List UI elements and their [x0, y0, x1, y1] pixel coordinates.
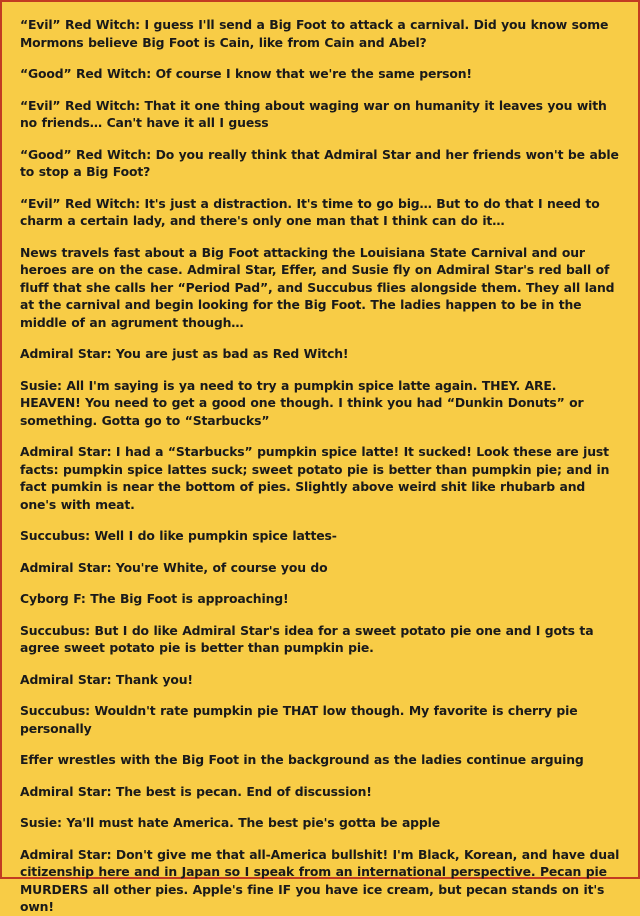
dialogue-paragraph: Admiral Star: You're White, of course you do — [20, 559, 328, 575]
dialogue-paragraph: “Good” Red Witch: Of course I know that we're the same person! — [20, 66, 472, 81]
dialogue-paragraph: “Evil” Red Witch: That it one thing about waging war on humanity it leaves you with no friends… Can't have it all I guess — [20, 97, 607, 130]
dialogue-paragraph: “Evil” Red Witch: I guess I'll send a Big Foot to attack a carnival. Did you know some Mormons believe Big Foot is Cain, like from Cain and Abel? — [20, 17, 609, 50]
dialogue-paragraph: “Evil” Red Witch: It's just a distraction. It's time to go big… But to do that I need to charm a certain lady, and there's only one man that I think can do it… — [20, 195, 600, 228]
dialogue-paragraph: Cyborg F: The Big Foot is approaching! — [20, 591, 289, 606]
dialogue-paragraph: Admiral Star: You are just as bad as Red Witch! — [20, 346, 349, 361]
dialogue-paragraph: Admiral Star: Don't give me that all-America bullshit! I'm Black, Korean, and have dual citizenship here and in Japan so I speak from an international perspective. Pecan pie MURDERS all other pies. Apple's fine IF you have ice cream, but pecan stands on it's own! — [20, 846, 620, 914]
dialogue-paragraph: Succubus: Well I do like pumpkin spice lattes- — [20, 528, 337, 543]
dialogue-paragraph: Admiral Star: Thank you! — [20, 671, 193, 687]
dialogue-paragraph: Admiral Star: The best is pecan. End of discussion! — [20, 783, 372, 799]
dialogue-paragraph: Succubus: But I do like Admiral Star's idea for a sweet potato pie one and I gots ta agree sweet potato pie is better than pumpkin pie. — [20, 622, 594, 655]
dialogue-paragraph: Susie: All I'm saying is ya need to try a pumpkin spice latte again. THEY. ARE. HEAVEN! You need to get a good one though. I think you had “Dunkin Donuts” or something. Gotta go to “Starbucks” — [20, 377, 584, 428]
narration-paragraph: Effer wrestles with the Big Foot in the background as the ladies continue arguing — [20, 752, 584, 767]
dialogue-paragraph: Susie: Ya'll must hate America. The best pie's gotta be apple — [20, 815, 440, 830]
dialogue-paragraph: Succubus: Wouldn't rate pumpkin pie THAT low though. My favorite is cherry pie personally — [20, 703, 578, 736]
dialogue-paragraph: Admiral Star: I had a “Starbucks” pumpkin spice latte! It sucked! Look these are just facts: pumpkin spice lattes suck; sweet potato pie is better than pumpkin pie; and in fact pumkin is near the bottom of pies. Slightly above weird shit like rhubarb and one's with meat. — [20, 444, 610, 512]
narration-paragraph: News travels fast about a Big Foot attacking the Louisiana State Carnival and our heroes are on the case. Admiral Star, Effer, and Susie fly on Admiral Star's red ball of fluff that she calls her “Period Pad”, and Succubus flies alongside them. They all land at the carnival and begin looking for the Big Foot. The ladies happen to be in the middle of an agrument though… — [20, 244, 615, 330]
dialogue-paragraph: “Good” Red Witch: Do you really think that Admiral Star and her friends won't be able to stop a Big Foot? — [20, 146, 619, 179]
